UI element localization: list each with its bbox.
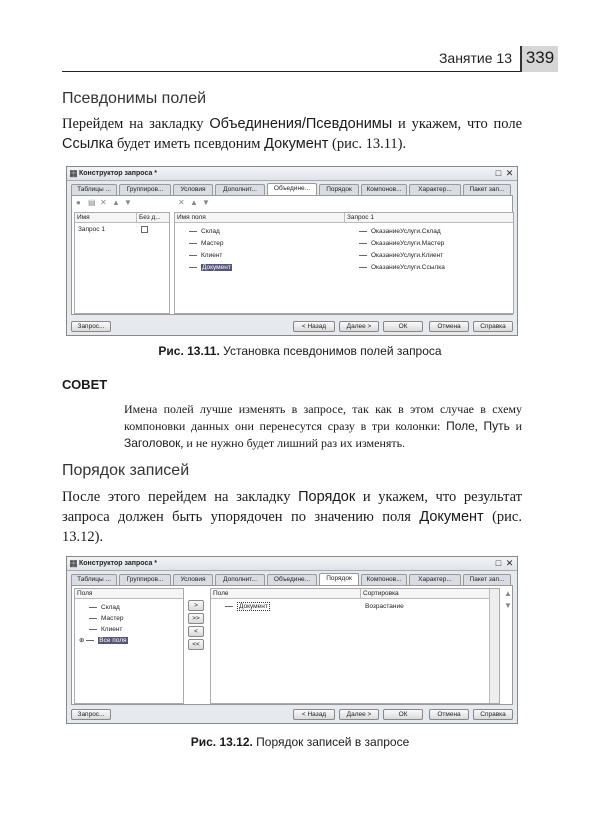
col-nodup-header: Без д...: [137, 213, 169, 223]
tree-field-row[interactable]: [89, 603, 120, 613]
move-button-2[interactable]: <: [188, 626, 204, 637]
text-run: После этого перейдем на закладку: [62, 489, 299, 505]
field-icon: [189, 267, 197, 269]
text-run: ,: [474, 419, 484, 433]
tree-field-label: Клиент: [101, 626, 123, 633]
no-duplicates-checkbox[interactable]: [141, 226, 148, 233]
field-icon: [89, 618, 97, 620]
queries-list: [74, 212, 170, 314]
cancel-button[interactable]: Отмена: [429, 709, 469, 720]
query-button[interactable]: Запрос...: [71, 321, 111, 332]
move-down-icon[interactable]: ▼: [124, 198, 132, 207]
close-icon[interactable]: ✕: [505, 168, 514, 178]
tab-4[interactable]: Объедине...: [267, 183, 317, 195]
tab-bar: [71, 184, 513, 195]
back-button[interactable]: < Назад: [293, 321, 335, 332]
figure-caption-13-12: [0, 735, 600, 749]
text-run: и: [509, 419, 523, 433]
query-row-name[interactable]: Запрос 1: [78, 226, 105, 233]
page-header: [62, 44, 558, 72]
tab-0[interactable]: Таблицы ...: [71, 574, 117, 585]
tree-field-row[interactable]: [89, 625, 122, 635]
text-run: Перейдем на закладку: [62, 116, 210, 132]
fields-header: Поля: [75, 589, 183, 599]
order-field-name[interactable]: Документ: [239, 603, 268, 610]
paragraph-order: [62, 487, 522, 547]
tree-field-label: Все поля: [99, 637, 127, 644]
window-titlebar: [67, 557, 517, 571]
tab-1[interactable]: Группиров...: [119, 184, 171, 195]
tip-label: СОВЕТ: [62, 377, 108, 392]
tab-7[interactable]: Характер...: [409, 184, 461, 195]
lesson-title: Занятие 13: [438, 50, 512, 66]
field-down-icon[interactable]: ▼: [202, 198, 210, 207]
tab-8[interactable]: Пакет зап...: [463, 574, 511, 585]
field-alias-name[interactable]: Мастер: [201, 240, 224, 247]
text-run: Документ: [419, 509, 484, 525]
text-run: и укажем, что поле: [392, 116, 523, 132]
text-run: Объединения/Псевдонимы: [209, 116, 393, 132]
field-source-cell[interactable]: [359, 251, 443, 261]
designer-icon: ▦: [69, 558, 78, 568]
add-icon[interactable]: ●: [76, 198, 81, 207]
col-name-header: Имя: [75, 213, 137, 223]
field-source-text: ОказаниеУслуги.Ссылка: [371, 264, 445, 271]
tab-0[interactable]: Таблицы ...: [71, 184, 117, 195]
tree-field-row[interactable]: [79, 636, 128, 646]
text-run: Имена полей лучше изменять в запросе, так как в этом случае в схему компоновки данных они перенесутся сразу в три колонки:: [124, 402, 522, 433]
tab-6[interactable]: Компонов...: [361, 574, 407, 585]
text-run: (рис. 13.12).: [62, 509, 522, 545]
scrollbar[interactable]: [489, 589, 499, 703]
caption-text: Установка псевдонимов полей запроса: [219, 344, 442, 358]
delete-icon[interactable]: ✕: [100, 198, 107, 207]
window-titlebar: [67, 167, 517, 181]
window-title: Конструктор запроса *: [79, 170, 158, 177]
text-run: и укажем, что результат запроса должен быть упорядочен по значению поля: [62, 489, 522, 525]
field-icon: [359, 255, 367, 257]
tab-2[interactable]: Условия: [173, 574, 213, 585]
close-icon[interactable]: ✕: [505, 558, 514, 568]
col-query1-header: Запрос 1: [345, 213, 513, 223]
field-source-cell[interactable]: [359, 263, 445, 273]
tree-field-label: Склад: [101, 604, 120, 611]
field-icon: [89, 607, 97, 609]
query-button[interactable]: Запрос...: [71, 709, 111, 720]
tab-content: [71, 585, 513, 705]
field-icon: [86, 640, 94, 642]
field-source-cell[interactable]: [359, 239, 444, 249]
order-table: [210, 588, 500, 704]
tree-field-label: Мастер: [101, 615, 124, 622]
text-run: Документ: [264, 136, 329, 152]
next-button[interactable]: Далее >: [339, 709, 379, 720]
next-button[interactable]: Далее >: [339, 321, 379, 332]
field-source-cell[interactable]: [359, 227, 441, 237]
section-title-aliases: Псевдонимы полей: [62, 90, 207, 107]
field-source-text: ОказаниеУслуги.Клиент: [371, 252, 444, 259]
tab-3[interactable]: Дополнит...: [215, 184, 265, 195]
move-button-1[interactable]: >>: [188, 613, 204, 624]
available-fields-tree: [74, 588, 184, 704]
field-icon: [189, 255, 197, 257]
text-run: Путь: [483, 419, 510, 433]
move-button-0[interactable]: >: [188, 600, 204, 611]
field-alias-row[interactable]: [189, 263, 232, 273]
aliases-table: [174, 212, 514, 314]
expand-icon[interactable]: ⊕: [79, 637, 87, 644]
tab-2[interactable]: Условия: [173, 184, 213, 195]
tab-6[interactable]: Компонов...: [361, 184, 407, 195]
text-run: Поле: [446, 419, 475, 433]
tab-3[interactable]: Дополнит...: [215, 574, 265, 585]
caption-text: Порядок записей в запросе: [252, 735, 410, 749]
tab-content: [71, 195, 513, 315]
field-icon: [359, 267, 367, 269]
paragraph-aliases: [62, 114, 522, 154]
text-run: , и не нужно будет лишний раз их изменять.: [180, 436, 406, 450]
field-icon: [359, 231, 367, 233]
section-title-order: Порядок записей: [62, 462, 190, 479]
text-run: (рис. 13.11).: [328, 136, 407, 152]
tip-text: [124, 401, 522, 452]
field-icon: [89, 629, 97, 631]
tab-1[interactable]: Группиров...: [119, 574, 171, 585]
move-button-3[interactable]: <<: [188, 639, 204, 650]
order-sort-cell[interactable]: Возрастание: [365, 603, 404, 610]
field-icon: [189, 231, 197, 233]
tab-5[interactable]: Порядок: [319, 184, 359, 195]
col-field-name-header: Имя поля: [175, 213, 345, 223]
figure-caption-13-11: [0, 344, 600, 358]
tab-7[interactable]: Характер...: [409, 574, 461, 585]
field-source-text: ОказаниеУслуги.Склад: [371, 228, 441, 235]
sort-down-icon[interactable]: ▼: [504, 601, 512, 610]
field-icon: [225, 606, 233, 608]
field-alias-row[interactable]: [189, 239, 224, 249]
col-sort-header: Сортировка: [361, 589, 489, 599]
back-button[interactable]: < Назад: [293, 709, 335, 720]
tab-8[interactable]: Пакет зап...: [463, 184, 511, 195]
move-up-icon[interactable]: ▲: [112, 198, 120, 207]
field-up-icon[interactable]: ▲: [190, 198, 198, 207]
delete-field-icon[interactable]: ✕: [178, 198, 185, 207]
text-run: Заголовок: [124, 436, 181, 450]
tab-5[interactable]: Порядок: [319, 573, 359, 585]
field-alias-row[interactable]: [189, 251, 222, 261]
field-alias-row[interactable]: [189, 227, 220, 237]
sort-up-icon[interactable]: ▲: [504, 589, 512, 598]
field-alias-name[interactable]: Клиент: [201, 252, 223, 259]
col-field-header: Поле: [211, 589, 361, 599]
text-run: будет иметь псевдоним: [113, 136, 265, 152]
designer-icon: ▦: [69, 168, 78, 178]
ok-button[interactable]: ОК: [383, 709, 423, 720]
maximize-icon[interactable]: □: [495, 168, 502, 178]
tab-4[interactable]: Объедине...: [267, 574, 317, 585]
text-run: Ссылка: [62, 136, 114, 152]
query-designer-window-order: [66, 556, 518, 724]
caption-label: Рис. 13.11.: [158, 344, 220, 358]
page-number: 339: [520, 46, 558, 72]
caption-label: Рис. 13.12.: [190, 735, 253, 749]
help-button[interactable]: Справка: [473, 709, 513, 720]
tree-field-row[interactable]: [89, 614, 124, 624]
window-title: Конструктор запроса *: [79, 560, 158, 567]
field-alias-name[interactable]: Документ: [202, 264, 231, 271]
field-alias-name[interactable]: Склад: [201, 228, 220, 235]
field-icon: [359, 243, 367, 245]
copy-icon[interactable]: ▤: [88, 198, 96, 207]
tab-bar: [71, 574, 513, 585]
query-designer-window-aliases: [66, 166, 518, 336]
field-source-text: ОказаниеУслуги.Мастер: [371, 240, 445, 247]
maximize-icon[interactable]: □: [495, 558, 502, 568]
field-icon: [189, 243, 197, 245]
help-button[interactable]: Справка: [473, 321, 513, 332]
text-run: Порядок: [298, 489, 356, 505]
ok-button[interactable]: ОК: [383, 321, 423, 332]
order-field-cell[interactable]: [225, 602, 270, 612]
cancel-button[interactable]: Отмена: [429, 321, 469, 332]
